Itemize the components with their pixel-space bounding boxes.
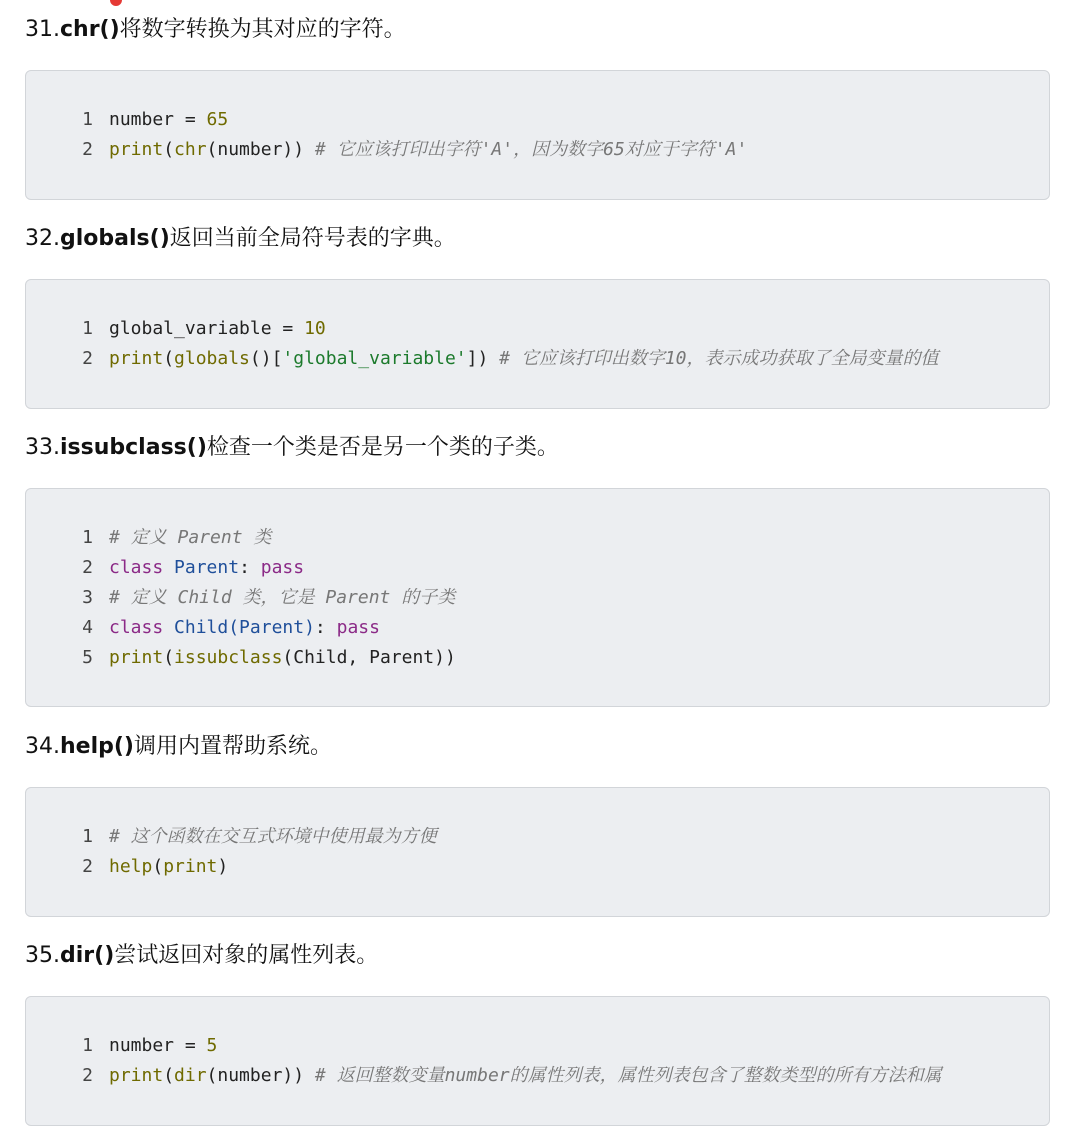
code-comment: # 它应该打印出数字10，表示成功获取了全局变量的值 xyxy=(499,348,939,369)
line-number: 2 xyxy=(82,348,93,369)
code-token: ( xyxy=(163,1065,175,1086)
code-token: Child xyxy=(174,617,229,638)
section-heading xyxy=(25,219,456,259)
code-token: ( xyxy=(163,647,175,668)
code-line xyxy=(26,1061,942,1091)
code-text xyxy=(93,527,271,548)
code-token: print xyxy=(109,1065,164,1086)
code-block xyxy=(25,996,1050,1126)
code-text xyxy=(93,647,456,668)
code-token xyxy=(163,557,174,578)
heading-description: 将数字转换为其对应的字符。 xyxy=(119,17,406,42)
line-number: 2 xyxy=(82,139,93,160)
section-heading xyxy=(25,727,332,767)
code-token: 65 xyxy=(206,109,229,130)
heading-number: 35. xyxy=(25,943,60,968)
code-token: globals xyxy=(174,348,250,369)
heading-function: chr() xyxy=(60,17,120,42)
heading-description: 返回当前全局符号表的字典。 xyxy=(169,226,456,251)
line-number: 1 xyxy=(82,109,93,130)
code-line xyxy=(26,1031,217,1061)
code-line xyxy=(26,643,456,673)
code-line xyxy=(26,553,304,583)
code-token: dir xyxy=(174,1065,207,1086)
code-token: ( xyxy=(152,856,164,877)
pin-icon xyxy=(110,0,122,6)
code-line xyxy=(26,852,228,882)
code-token: print xyxy=(109,647,164,668)
code-text xyxy=(93,856,228,877)
code-line xyxy=(26,523,271,553)
line-number: 2 xyxy=(82,1065,93,1086)
code-token: 10 xyxy=(304,318,326,339)
code-token: (number)) xyxy=(206,139,315,160)
code-comment: # 定义 Child 类，它是 Parent 的子类 xyxy=(109,587,456,608)
code-token: ( xyxy=(163,348,175,369)
heading-description: 调用内置帮助系统。 xyxy=(133,734,332,759)
code-token: 5 xyxy=(206,1035,218,1056)
code-line xyxy=(26,583,455,613)
line-number: 1 xyxy=(82,318,93,339)
heading-number: 33. xyxy=(25,435,60,460)
code-text xyxy=(93,587,455,608)
code-comment: # 定义 Parent 类 xyxy=(109,527,272,548)
code-line xyxy=(26,105,228,135)
line-number: 2 xyxy=(82,557,93,578)
code-text xyxy=(93,1065,942,1086)
code-token xyxy=(163,617,174,638)
code-token: ) xyxy=(217,856,229,877)
code-token: ()[ xyxy=(249,348,283,369)
heading-number: 32. xyxy=(25,226,60,251)
code-block xyxy=(25,70,1050,200)
code-token: number = xyxy=(109,109,207,130)
code-token: pass xyxy=(336,617,380,638)
heading-number: 31. xyxy=(25,17,60,42)
code-text xyxy=(93,557,304,578)
code-line xyxy=(26,314,326,344)
code-comment: # 返回整数变量number的属性列表，属性列表包含了整数类型的所有方法和属 xyxy=(314,1065,942,1086)
code-token: print xyxy=(163,856,218,877)
line-number: 2 xyxy=(82,856,93,877)
code-token: print xyxy=(109,348,164,369)
line-number: 1 xyxy=(82,527,93,548)
section-heading xyxy=(25,10,406,50)
code-text xyxy=(93,318,326,339)
code-comment: # 这个函数在交互式环境中使用最为方便 xyxy=(109,826,437,847)
heading-description: 检查一个类是否是另一个类的子类。 xyxy=(206,435,559,460)
code-token: number = xyxy=(109,1035,207,1056)
code-token: class xyxy=(109,617,164,638)
heading-number: 34. xyxy=(25,734,60,759)
code-line xyxy=(26,344,939,374)
code-token: global_variable = xyxy=(109,318,305,339)
code-block xyxy=(25,279,1050,409)
heading-function: issubclass() xyxy=(60,435,207,460)
code-line xyxy=(26,135,747,165)
heading-function: help() xyxy=(60,734,134,759)
code-token: pass xyxy=(260,557,305,578)
line-number: 1 xyxy=(82,826,93,847)
heading-description: 尝试返回对象的属性列表。 xyxy=(114,943,379,968)
line-number: 5 xyxy=(82,647,93,668)
code-token: Parent xyxy=(174,557,240,578)
code-block xyxy=(25,488,1050,707)
code-text xyxy=(93,109,228,130)
heading-function: dir() xyxy=(60,943,115,968)
heading-function: globals() xyxy=(60,226,170,251)
code-token: class xyxy=(109,557,164,578)
code-text xyxy=(93,826,437,847)
code-token: issubclass xyxy=(174,647,283,668)
code-token: (Child, Parent)) xyxy=(282,647,456,668)
code-block xyxy=(25,787,1050,917)
line-number: 4 xyxy=(82,617,93,638)
code-token: ( xyxy=(163,139,175,160)
code-token: (Parent) xyxy=(228,617,315,638)
code-text xyxy=(93,348,939,369)
code-token: : xyxy=(314,617,337,638)
line-number: 3 xyxy=(82,587,93,608)
code-line xyxy=(26,822,437,852)
section-heading xyxy=(25,428,559,468)
code-token: chr xyxy=(174,139,207,160)
code-line xyxy=(26,613,380,643)
code-token: ]) xyxy=(466,348,500,369)
code-token: : xyxy=(239,557,261,578)
section-heading xyxy=(25,936,378,976)
code-text xyxy=(93,139,747,160)
code-text xyxy=(93,1035,217,1056)
code-text xyxy=(93,617,380,638)
code-token: 'global_variable' xyxy=(282,348,467,369)
code-token: print xyxy=(109,139,164,160)
code-token: help xyxy=(109,856,153,877)
line-number: 1 xyxy=(82,1035,93,1056)
code-token: (number)) xyxy=(206,1065,315,1086)
code-comment: # 它应该打印出字符'A'，因为数字65对应于字符'A' xyxy=(314,139,748,160)
